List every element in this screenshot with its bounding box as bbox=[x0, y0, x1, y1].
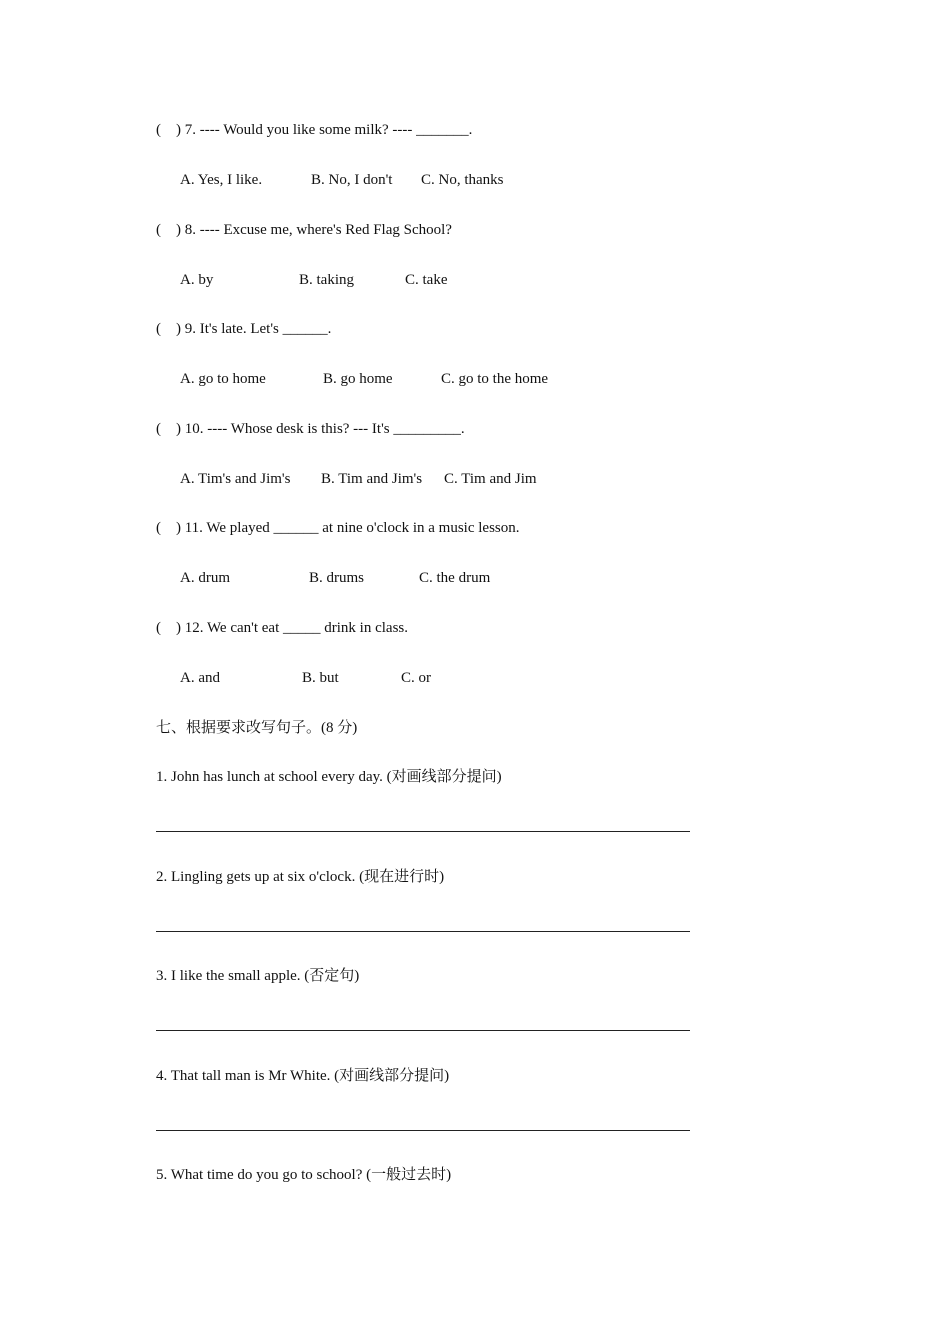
question-12-option-b: B. but bbox=[302, 670, 339, 686]
question-12-stem: ( ) 12. We can't eat _____ drink in class. bbox=[156, 620, 408, 636]
question-7-option-a: A. Yes, I like. bbox=[180, 172, 263, 188]
question-7-option-c: C. No, thanks bbox=[421, 172, 504, 188]
rewrite-item-3: 3. I like the small apple. (否定句) bbox=[156, 968, 360, 984]
rewrite-item-1: 1. John has lunch at school every day. (对画线部分提问) bbox=[156, 769, 502, 785]
question-7-option-b: B. No, I don't bbox=[311, 172, 393, 188]
question-9-option-b: B. go home bbox=[323, 371, 393, 387]
question-8-option-c: C. take bbox=[405, 272, 448, 288]
question-10-stem: ( ) 10. ---- Whose desk is this? --- It's _________. bbox=[156, 421, 465, 437]
question-11-option-b: B. drums bbox=[309, 570, 365, 586]
question-12-option-c: C. or bbox=[401, 670, 431, 686]
question-9-stem: ( ) 9. It's late. Let's ______. bbox=[156, 321, 332, 337]
question-9-option-c: C. go to the home bbox=[441, 371, 549, 387]
question-11-stem: ( ) 11. We played ______ at nine o'clock in a music lesson. bbox=[156, 520, 520, 536]
question-11-option-c: C. the drum bbox=[419, 570, 491, 586]
question-10-option-c: C. Tim and Jim bbox=[444, 471, 537, 487]
answer-line-1 bbox=[156, 831, 690, 832]
question-11-option-a: A. drum bbox=[180, 570, 230, 586]
question-8-option-b: B. taking bbox=[299, 272, 354, 288]
answer-line-3 bbox=[156, 1030, 690, 1031]
question-8-stem: ( ) 8. ---- Excuse me, where's Red Flag School? bbox=[156, 222, 452, 238]
rewrite-item-4: 4. That tall man is Mr White. (对画线部分提问) bbox=[156, 1068, 450, 1084]
question-10-option-a: A. Tim's and Jim's bbox=[180, 471, 291, 487]
section-7-title: 七、根据要求改写句子。(8 分) bbox=[156, 720, 358, 736]
question-7-stem: ( ) 7. ---- Would you like some milk? ---- _______. bbox=[156, 122, 473, 138]
question-10-option-b: B. Tim and Jim's bbox=[321, 471, 423, 487]
question-8-option-a: A. by bbox=[180, 272, 214, 288]
question-9-option-a: A. go to home bbox=[180, 371, 266, 387]
rewrite-item-5: 5. What time do you go to school? (一般过去时) bbox=[156, 1167, 452, 1183]
answer-line-4 bbox=[156, 1130, 690, 1131]
rewrite-item-2: 2. Lingling gets up at six o'clock. (现在进行时) bbox=[156, 869, 445, 885]
question-12-option-a: A. and bbox=[180, 670, 220, 686]
answer-line-2 bbox=[156, 931, 690, 932]
